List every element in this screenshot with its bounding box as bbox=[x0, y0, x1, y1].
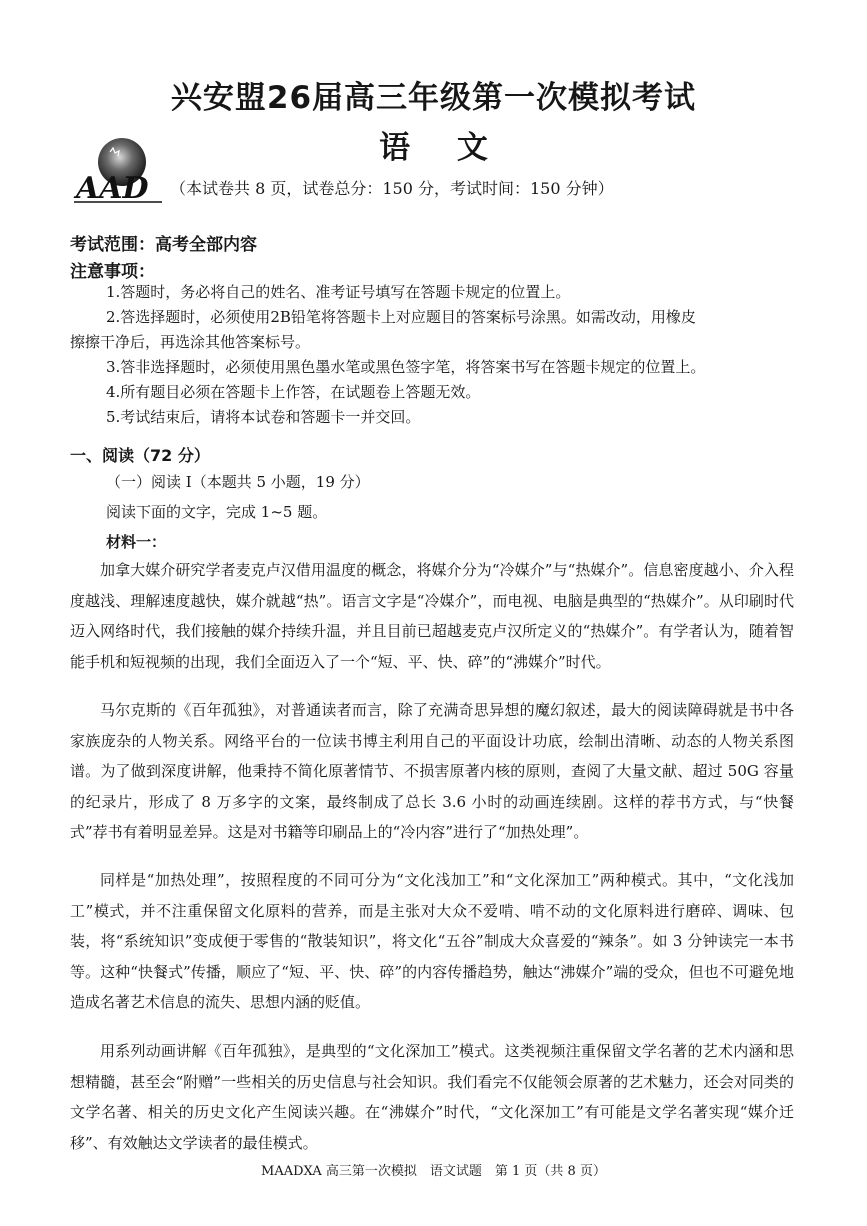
notice-item: 4.所有题目必须在答题卡上作答，在试题卷上答题无效。 bbox=[106, 383, 481, 401]
paragraph: 用系列动画讲解《百年孤独》，是典型的“文化深加工”模式。这类视频注重保留文学名著的艺术内涵和思想精髓，甚至会“附赠”一些相关的历史信息与社会知识。我们看完不仅能领会原著的艺术魅力，还会对同类的文学名著、相关的历史文化产生阅读兴趣。在“沸媒介”时代，“文化深加工”有可能是文学名著实现“媒介迁移”、有效触达文学读者的最佳模式。 bbox=[70, 1042, 794, 1152]
exam-scope: 考试范围：高考全部内容 bbox=[70, 235, 257, 255]
notice-item: 2.答选择题时，必须使用2B铅笔将答题卡上对应题目的答案标号涂黑。如需改动，用橡皮 bbox=[106, 308, 696, 326]
logo-text: AAD bbox=[76, 171, 149, 206]
material-label: 材料一： bbox=[106, 533, 167, 551]
page-footer: MAADXA 高三第一次模拟 语文试题 第 1 页（共 8 页） bbox=[261, 1164, 606, 1179]
notice-item: 1.答题时，务必将自己的姓名、准考证号填写在答题卡规定的位置上。 bbox=[106, 283, 571, 301]
paragraph: 马尔克斯的《百年孤独》，对普通读者而言，除了充满奇思异想的魔幻叙述，最大的阅读障碍就是书中各家族庞杂的人物关系。网络平台的一位读书博主利用自己的平面设计功底，绘制出清晰、动态的人物关系图谱。为了做到深度讲解，他秉持不简化原著情节、不损害原著内核的原则，查阅了大量文献、超过 50G 容量的纪录片，形成了 8 万多字的文案，最终制成了总长 3.6 小时的动画连续剧。这样的荐书方式，与“快餐式”荐书有着明显差异。这是对书籍等印刷品上的“冷内容”进行了“加热处理”。 bbox=[70, 701, 794, 842]
subsection-heading: （一）阅读 I（本题共 5 小题，19 分） bbox=[106, 473, 370, 491]
exam-info: （本试卷共 8 页，试卷总分：150 分，考试时间：150 分钟） bbox=[170, 179, 614, 198]
notice-heading: 注意事项： bbox=[70, 262, 155, 282]
section-heading: 一、阅读（72 分） bbox=[70, 446, 210, 465]
subject-title: 语 文 bbox=[379, 130, 506, 166]
paragraph: 同样是“加热处理”，按照程度的不同可分为“文化浅加工”和“文化深加工”两种模式。其中，“文化浅加工”模式，并不注重保留文化原料的营养，而是主张对大众不爱啃、啃不动的文化原料进行磨碎、调味、包装，将“系统知识”变成便于零售的“散装知识”，将文化“五谷”制成大众喜爱的“辣条”。如 3 分钟读完一本书等。这种“快餐式”传播，顺应了“短、平、快、碎”的内容传播趋势，触达“沸媒介”端的受众，但也不可避免地造成名著艺术信息的流失、思想内涵的贬值。 bbox=[70, 871, 794, 1012]
notice-item: 擦擦干净后，再选涂其他答案标号。 bbox=[70, 333, 311, 351]
exam-title: 兴安盟26届高三年级第一次模拟考试 bbox=[170, 80, 697, 116]
paragraph: 加拿大媒介研究学者麦克卢汉借用温度的概念，将媒介分为“冷媒介”与“热媒介”。信息密度越小、介入程度越浅、理解速度越快，媒介就越“热”。语言文字是“冷媒介”，而电视、电脑是典型的“热媒介”。从印刷时代迈入网络时代，我们接触的媒介持续升温，并且目前已超越麦克卢汉所定义的“热媒介”。有学者认为，随着智能手机和短视频的出现，我们全面迈入了一个“短、平、快、碎”的“沸媒介”时代。 bbox=[70, 561, 794, 671]
notice-item: 5.考试结束后，请将本试卷和答题卡一并交回。 bbox=[106, 408, 421, 426]
notice-item: 3.答非选择题时，必须使用黑色墨水笔或黑色签字笔，将答案书写在答题卡规定的位置上。 bbox=[106, 358, 706, 376]
globe-logo-icon bbox=[70, 136, 166, 210]
reading-instruction: 阅读下面的文字，完成 1~5 题。 bbox=[106, 503, 328, 521]
